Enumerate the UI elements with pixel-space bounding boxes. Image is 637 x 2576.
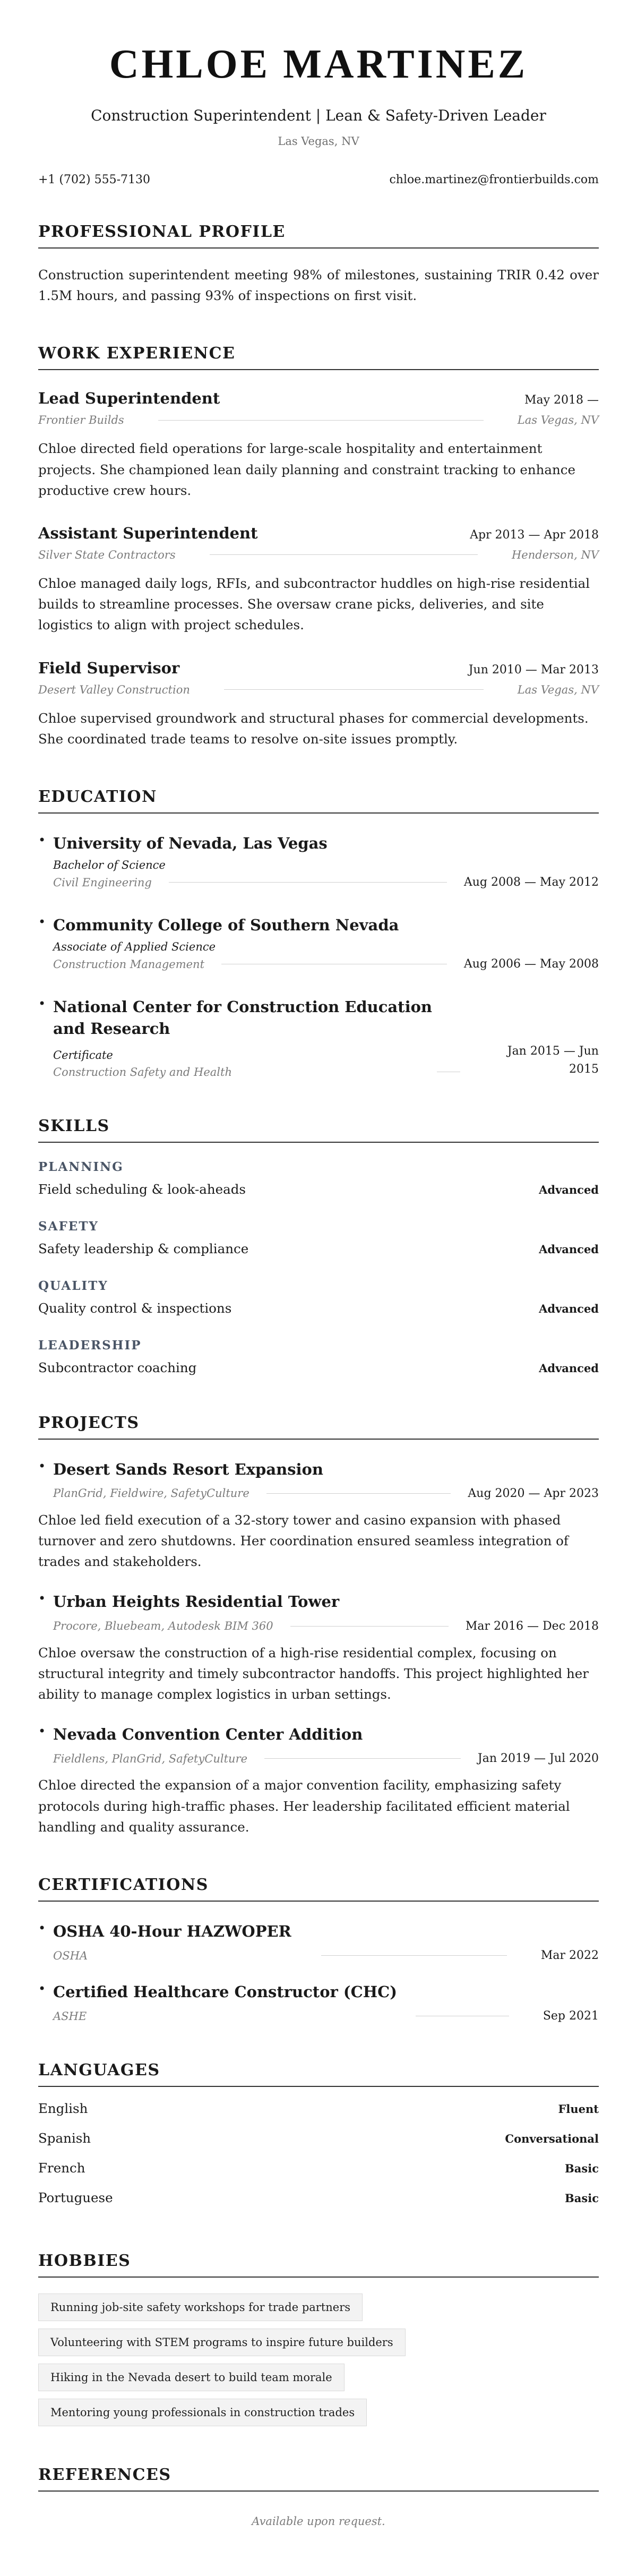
section-title: WORK EXPERIENCE — [38, 344, 599, 370]
skill-category: QUALITY — [38, 1278, 108, 1293]
project-dates: Aug 2020 — Apr 2023 — [468, 1486, 599, 1500]
job-entry — [38, 659, 599, 749]
hobbies-section — [38, 2252, 599, 2434]
section-title: EDUCATION — [38, 788, 599, 814]
references-note: Available upon request. — [252, 2515, 385, 2528]
skill-name: Safety leadership & compliance — [38, 1240, 249, 1256]
certification-entry — [38, 1921, 599, 1962]
education-dates — [507, 1042, 599, 1079]
project-name: Nevada Convention Center Addition — [53, 1725, 363, 1744]
degree-name: Bachelor of Science — [53, 859, 166, 872]
language-name: French — [38, 2160, 85, 2176]
skill-name: Subcontractor coaching — [38, 1359, 197, 1375]
certification-entry — [38, 1981, 599, 2023]
profile-summary: Construction superintendent meeting 98% of milestones, sustaining TRIR 0.42 over 1.5M hours, and passing 93% of inspections on first visit. — [38, 267, 599, 304]
job-title: Assistant Superintendent — [38, 524, 258, 542]
company-name: Silver State Contractors — [38, 548, 176, 561]
hobby-tag: Volunteering with STEM programs to inspire future builders — [38, 2329, 406, 2356]
divider-line — [290, 1626, 449, 1627]
degree-name: Certificate — [53, 1048, 113, 1062]
divider-line — [169, 882, 447, 883]
divider-line — [266, 1493, 451, 1494]
divider-line — [321, 1955, 507, 1956]
section-title: PROJECTS — [38, 1414, 599, 1440]
field-of-study: Civil Engineering — [53, 876, 152, 889]
job-dates: May 2018 — — [524, 393, 599, 407]
degree-name: Associate of Applied Science — [53, 940, 216, 954]
certification-name: OSHA 40-Hour HAZWOPER — [53, 1922, 291, 1940]
language-item — [38, 2160, 599, 2190]
certification-date: Mar 2022 — [540, 1949, 599, 1963]
education-entry — [38, 833, 599, 889]
phone-number[interactable]: +1 (702) 555-7130 — [38, 173, 150, 186]
skill-category: PLANNING — [38, 1159, 124, 1174]
certification-name: Certified Healthcare Constructor (CHC) — [53, 1983, 397, 2001]
skill-category: LEADERSHIP — [38, 1338, 142, 1353]
language-level: Basic — [565, 2192, 599, 2205]
language-level: Basic — [565, 2162, 599, 2176]
job-description: Chloe directed field operations for large-scale hospitality and entertainment projects. She championed lean daily planning and constraint tracking to enhance productive crew hours. — [38, 441, 575, 498]
job-description: Chloe supervised groundwork and structural phases for commercial developments. She coordinated trade teams to resolve on-site issues promptly. — [38, 710, 589, 747]
skill-level: Advanced — [539, 1242, 599, 1256]
divider-line — [158, 420, 484, 421]
education-dates-line1: Jan 2015 — Jun — [507, 1044, 599, 1058]
skill-group — [38, 1219, 599, 1256]
divider-line — [224, 689, 484, 690]
section-title: HOBBIES — [38, 2252, 599, 2278]
project-dates: Mar 2016 — Dec 2018 — [465, 1619, 599, 1633]
skill-level: Advanced — [539, 1361, 599, 1375]
field-of-study: Construction Management — [53, 957, 205, 971]
language-name: Spanish — [38, 2130, 91, 2146]
language-item — [38, 2101, 599, 2130]
language-name: English — [38, 2101, 88, 2117]
project-name: Urban Heights Residential Tower — [53, 1593, 340, 1611]
project-entry — [38, 1724, 599, 1837]
job-location: Henderson, NV — [511, 548, 599, 561]
education-dates: Aug 2008 — May 2012 — [463, 876, 599, 889]
certification-issuer: OSHA — [53, 1949, 88, 1962]
project-entry — [38, 1591, 599, 1705]
job-location: Las Vegas, NV — [517, 683, 599, 696]
school-name: • National Center for Construction Education — [53, 998, 433, 1016]
skill-group — [38, 1160, 599, 1197]
section-title: PROFESSIONAL PROFILE — [38, 222, 599, 249]
skill-name: Quality control & inspections — [38, 1300, 232, 1316]
job-entry — [38, 389, 599, 501]
project-tools: Procore, Bluebeam, Autodesk BIM 360 — [53, 1620, 273, 1633]
company-name: Frontier Builds — [38, 414, 124, 427]
hobby-tag: Running job-site safety workshops for trade partners — [38, 2293, 363, 2321]
experience-section — [38, 344, 599, 749]
divider-line — [264, 1758, 461, 1759]
education-entry — [38, 996, 599, 1079]
language-level: Conversational — [505, 2132, 599, 2146]
divider-line — [210, 554, 478, 555]
projects-section — [38, 1414, 599, 1837]
email-address[interactable]: chloe.martinez@frontierbuilds.com — [389, 173, 599, 186]
hobby-tag: Mentoring young professionals in construction trades — [38, 2399, 367, 2426]
candidate-name: CHLOE MARTINEZ — [109, 41, 528, 87]
company-name: Desert Valley Construction — [38, 683, 190, 696]
language-level: Fluent — [558, 2102, 599, 2116]
project-description: Chloe oversaw the construction of a high-rise residential complex, focusing on structural integrity and timely subcontractor handoffs. This project highlighted her ability to manage complex logistics in urban settings. — [38, 1645, 589, 1702]
section-title: SKILLS — [38, 1117, 599, 1143]
education-entry — [38, 914, 599, 971]
candidate-location: Las Vegas, NV — [278, 135, 359, 148]
project-tools: Fieldlens, PlanGrid, SafetyCulture — [53, 1752, 248, 1765]
candidate-tagline: Construction Superintendent | Lean & Safety-Driven Leader — [91, 107, 546, 124]
skill-level: Advanced — [539, 1183, 599, 1196]
language-item — [38, 2190, 599, 2220]
education-dates-line2: 2015 — [569, 1062, 599, 1076]
skill-name: Field scheduling & look-aheads — [38, 1181, 246, 1197]
skill-group — [38, 1279, 599, 1316]
school-name: University of Nevada, Las Vegas — [53, 834, 328, 852]
certification-issuer: ASHE — [53, 2009, 87, 2023]
job-description: Chloe managed daily logs, RFIs, and subcontractor huddles on high-rise residential builds to streamline processes. She oversaw crane picks, deliveries, and site logistics to align with project schedules. — [38, 575, 590, 633]
section-title: REFERENCES — [38, 2466, 599, 2492]
contact-row — [38, 173, 599, 186]
project-name: Desert Sands Resort Expansion — [53, 1460, 323, 1478]
school-name: Community College of Southern Nevada — [53, 916, 399, 935]
resume-header — [38, 0, 599, 186]
references-section — [38, 2466, 599, 2528]
certification-date: Sep 2021 — [543, 2009, 599, 2023]
project-dates: Jan 2019 — Jul 2020 — [477, 1752, 599, 1766]
job-entry — [38, 524, 599, 636]
certifications-section — [38, 1876, 599, 2023]
profile-section — [38, 222, 599, 306]
job-title: Lead Superintendent — [38, 389, 220, 408]
job-title: Field Supervisor — [38, 658, 180, 677]
section-title: LANGUAGES — [38, 2061, 599, 2087]
hobby-list — [38, 2293, 599, 2434]
section-title: CERTIFICATIONS — [38, 1876, 599, 1902]
project-tools: PlanGrid, Fieldwire, SafetyCulture — [53, 1487, 249, 1500]
education-dates: Aug 2006 — May 2008 — [463, 957, 599, 971]
education-section — [38, 788, 599, 1079]
project-description: Chloe led field execution of a 32-story tower and casino expansion with phased turnover and zero shutdowns. Her coordination ensured seamless integration of trades and stakeholders. — [38, 1512, 569, 1570]
job-dates: Jun 2010 — Mar 2013 — [468, 663, 599, 677]
job-location: Las Vegas, NV — [517, 414, 599, 427]
school-name-continued: and Research — [53, 1020, 170, 1038]
job-dates: Apr 2013 — Apr 2018 — [470, 528, 599, 542]
languages-section — [38, 2061, 599, 2220]
hobby-tag: Hiking in the Nevada desert to build team morale — [38, 2364, 345, 2391]
language-item — [38, 2130, 599, 2160]
project-entry — [38, 1459, 599, 1572]
skill-level: Advanced — [539, 1302, 599, 1315]
language-name: Portuguese — [38, 2190, 113, 2206]
skill-category: SAFETY — [38, 1219, 99, 1234]
language-list — [38, 2101, 599, 2220]
project-description: Chloe directed the expansion of a major convention facility, emphasizing safety protocols during high-traffic phases. Her leadership facilitated efficient material handling and quality assurance. — [38, 1777, 570, 1835]
skill-group — [38, 1338, 599, 1375]
field-of-study: Construction Safety and Health — [53, 1065, 232, 1079]
skills-section — [38, 1117, 599, 1375]
